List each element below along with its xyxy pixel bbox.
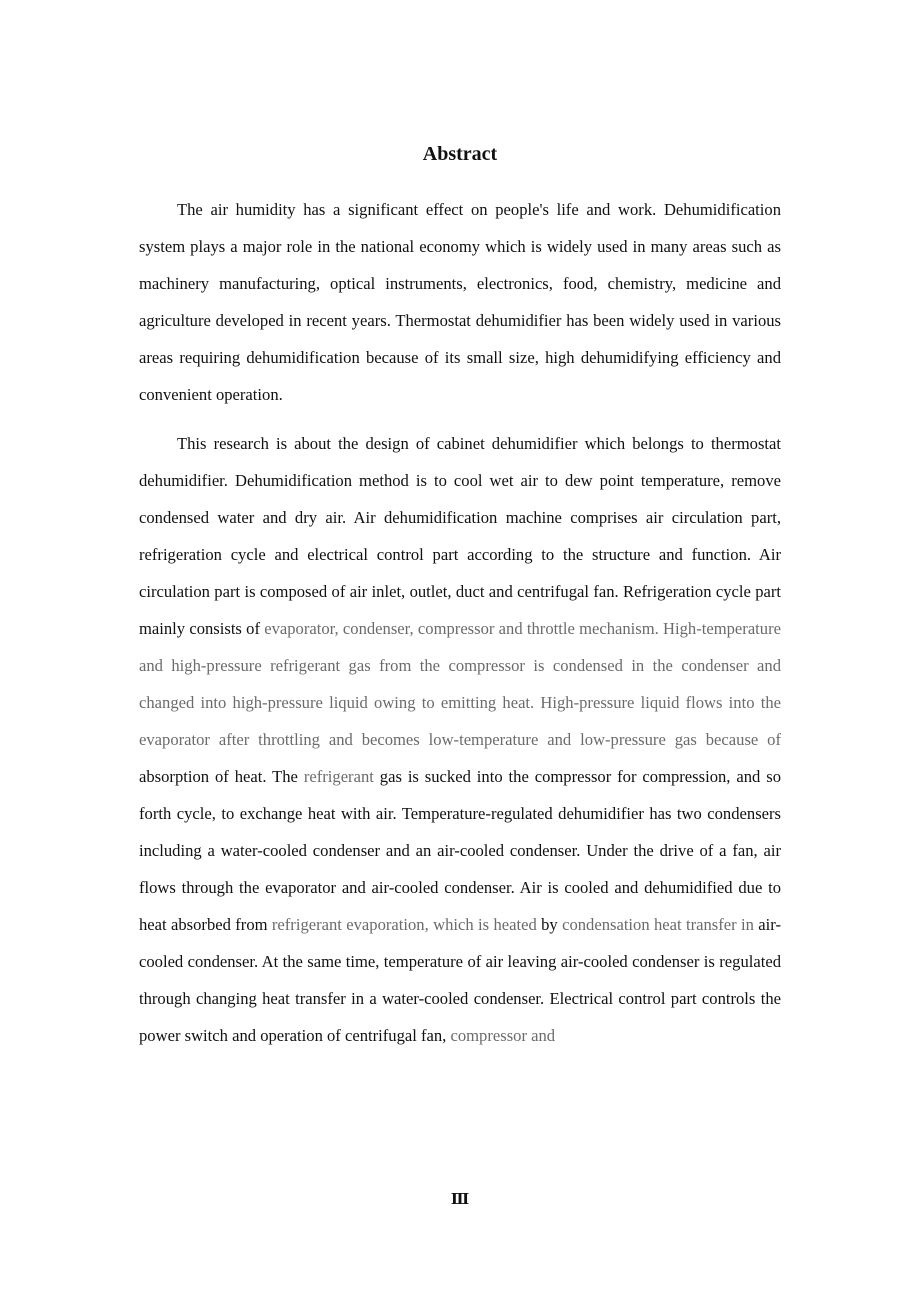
text-run: The air humidity has a significant effect on people's life and work. Dehumidification system plays a major role in the national economy which is widely used in many areas such as machinery manufacturing, optical instruments, electronics, food, chemistry, medicine and agriculture developed in recent years. Thermostat dehumidifier has been widely used in various areas requiring dehumidification because of its small size, high dehumidifying efficiency and convenient operation. [139, 200, 781, 404]
text-run: by [536, 915, 563, 934]
text-run-gray: condensation heat transfer in [562, 915, 754, 934]
paragraph-1 [139, 191, 781, 413]
text-run: gas is sucked into the compressor for compression, and so forth cycle, to exchange heat with air. Temperature-regulated dehumidifier has two condensers including a water-cooled condenser and an air-cooled condenser. Under the drive of a fan, air flows through the evaporator and air-cooled condenser. Air is cooled and dehumidified due to heat absorbed from [139, 767, 781, 934]
page-number: Ⅲ [450, 1192, 470, 1208]
text-run: air-cooled condenser. At the same time, temperature of air leaving air-cooled condenser is regulated through changing heat transfer in a water-cooled condenser. Electrical control part controls the power switch and operation of centrifugal fan, [139, 915, 781, 1045]
abstract-title: Abstract [422, 143, 498, 165]
text-run: This research is about the design of cabinet dehumidifier which belongs to thermostat dehumidifier. Dehumidification method is to cool wet air to dew point temperature, remove condensed water and dry air. Air dehumidification machine comprises air circulation part, refrigeration cycle and electrical control part according to the structure and function. Air circulation part is composed of air inlet, outlet, duct and centrifugal fan. Refrigeration cycle part mainly consists of [139, 434, 781, 638]
text-run: absorption of heat. The [139, 767, 304, 786]
text-run-gray: compressor and [450, 1026, 556, 1045]
text-run-gray: evaporator, condenser, compressor and throttle mechanism. High-temperature and high-pressure refrigerant gas from the compressor is condensed in the condenser and changed into high-pressure liquid owing to emitting heat. High-pressure liquid flows into the evaporator after throttling and becomes low-temperature and low-pressure gas because of [139, 619, 781, 749]
abstract-body [139, 191, 781, 1054]
text-run-gray: refrigerant evaporation, which is heated [271, 915, 537, 934]
text-run-gray: refrigerant [303, 767, 374, 786]
paragraph-2 [139, 425, 781, 1054]
